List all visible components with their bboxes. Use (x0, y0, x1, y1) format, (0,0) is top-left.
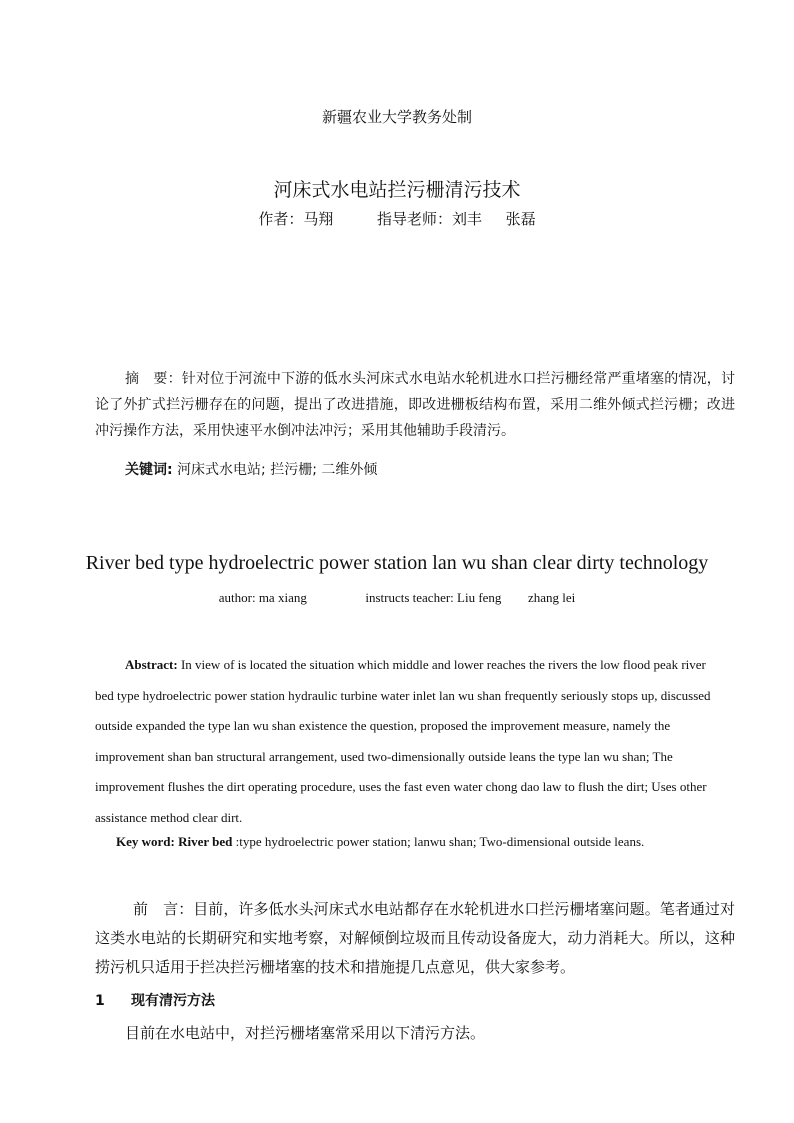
abstract-label-zh: 摘 要： (125, 371, 182, 387)
abstract-text-zh: 针对位于河流中下游的低水头河床式水电站水轮机进水口拦污栅经常严重堵塞的情况，讨论了外扩式拦污栅存在的问题，提出了改进措施，即改进栅板结构布置，采用二维外倾式拦污栅；改进冲污操作方法，采用快速平水倒冲法冲污；采用其他辅助手段清污。 (95, 371, 736, 439)
section-title: 现有清污方法 (131, 993, 215, 1009)
section-number: 1 (95, 993, 105, 1009)
keywords-text-en: :type hydroelectric power station; lanwu shan; Two-dimensional outside leans. (235, 834, 645, 849)
chinese-authors (0, 208, 794, 229)
author-name-zh: 作者：马翔 (258, 210, 334, 228)
advisor-name-zh: 指导老师：刘丰 (376, 210, 482, 228)
section-paragraph: 目前在水电站中，对拦污栅堵塞常采用以下清污方法。 (125, 1024, 486, 1042)
abstract-text-en: In view of is located the situation which middle and lower reaches the rivers the low flood peak river bed type hydroelectric power station hydraulic turbine water inlet lan wu shan frequently seriously stops up, discussed outside expanded the type lan wu shan existence the question, proposed the improvement measure, namely the improvement shan ban structural arrangement, used two-dimensionally outside leans the type lan wu shan; The improvement flushes the dirt operating procedure, uses the fast even water chong dao law to flush the dirt; Uses other assistance method clear dirt. (95, 657, 711, 825)
chinese-title: 河床式水电站拦污栅清污技术 (273, 179, 521, 201)
section-heading (95, 990, 735, 1010)
instructor2-name-en: zhang lei (527, 590, 576, 605)
preface-paragraph (95, 895, 735, 982)
preface-text: 目前，许多低水头河床式水电站都存在水轮机进水口拦污栅堵塞问题。笔者通过对这类水电站的长期研究和实地考察，对解倾倒垃圾而且传动设备庞大，动力消耗大。所以，这种捞污机只适用于拦决拦污栅堵塞的技术和措施提几点意见，供大家参考。 (95, 900, 735, 976)
author-name-en: author: ma xiang (218, 590, 307, 605)
instructor-name-en: instructs teacher: Liu feng (365, 590, 502, 605)
keywords-label-zh: 关键词: (125, 462, 173, 478)
chinese-keywords (125, 459, 725, 479)
abstract-label-en: Abstract: (125, 657, 178, 672)
chinese-abstract (95, 366, 735, 444)
english-authors (0, 590, 794, 606)
english-keywords (116, 834, 736, 850)
preface-label: 前 言： (133, 900, 194, 918)
english-title: River bed type hydroelectric power station lan wu shan clear dirty technology (85, 552, 709, 574)
institution-header: 新疆农业大学教务处制 (321, 108, 472, 126)
english-abstract (95, 650, 720, 833)
advisor2-name-zh: 张磊 (505, 210, 536, 228)
keywords-text-zh: 河床式水电站; 拦污栅; 二维外倾 (177, 462, 378, 478)
keywords-label-en: Key word: River bed (116, 834, 233, 849)
